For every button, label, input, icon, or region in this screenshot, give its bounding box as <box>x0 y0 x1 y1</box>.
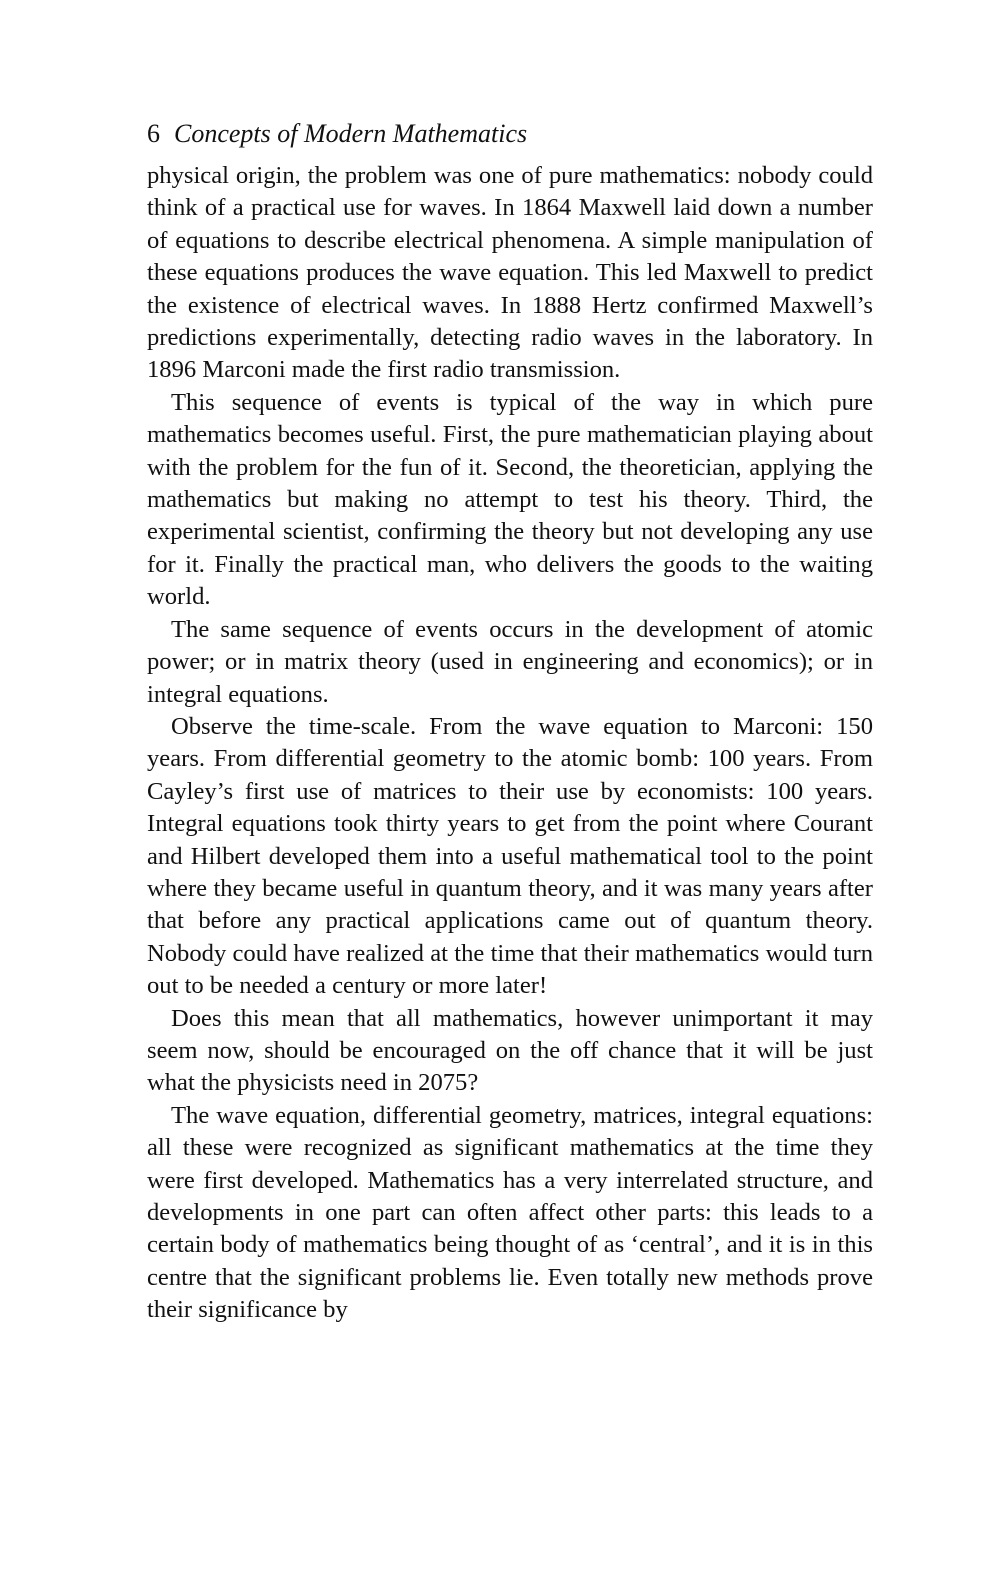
paragraph-3: The same sequence of events occurs in the development of atomic power; or in matrix theory (used in engineering and economics); or in integral equations. <box>147 615 873 708</box>
running-title: Concepts of Modern Mathematics <box>174 119 528 148</box>
paragraph-2: This sequence of events is typical of the way in which pure mathematics becomes useful. First, the pure mathematician playing about with the problem for the fun of it. Second, the theoretician, applying the mathematics but making no attempt to test his theory. Third, the experimental scientist, confirming the theory but not developing any use for it. Finally the practical man, who delivers the goods to the waiting world. <box>147 388 873 611</box>
paragraph-6: The wave equation, differential geometry, matrices, integral equations: all these were recognized as significant mathematics at the time they were first developed. Mathematics has a very interrelated structure, and developments in one part can often affect other parts: this leads to a certain body of mathematics being thought of as ‘central’, and it is in this centre that the significant problems lie. Even totally new methods prove their significance by <box>147 1101 873 1324</box>
paragraph-1: physical origin, the problem was one of pure mathematics: nobody could think of a practical use for waves. In 1864 Maxwell laid down a number of equations to describe electrical phenomena. A simple manipulation of these equations produces the wave equation. This led Maxwell to predict the existence of electrical waves. In 1888 Hertz confirmed Maxwell’s predictions experimentally, detecting radio waves in the laboratory. In 1896 Marconi made the first radio transmission. <box>147 162 873 384</box>
paragraph-4: Observe the time-scale. From the wave equation to Marconi: 150 years. From differential geometry to the atomic bomb: 100 years. From Cayley’s first use of matrices to their use by economists: 100 years. Integral equations took thirty years to get from the point where Courant and Hilbert developed them into a useful mathematical tool to the point where they became useful in quantum theory, and it was many years after that before any practical applications came out of quantum theory. Nobody could have realized at the time that their mathematics would turn out to be needed a century or more later! <box>147 712 873 1000</box>
running-head <box>147 118 873 150</box>
page-number: 6 <box>147 119 160 148</box>
book-page <box>147 118 873 1327</box>
paragraph-5: Does this mean that all mathematics, however unimportant it may seem now, should be encouraged on the off chance that it will be just what the physicists need in 2075? <box>147 1004 873 1097</box>
